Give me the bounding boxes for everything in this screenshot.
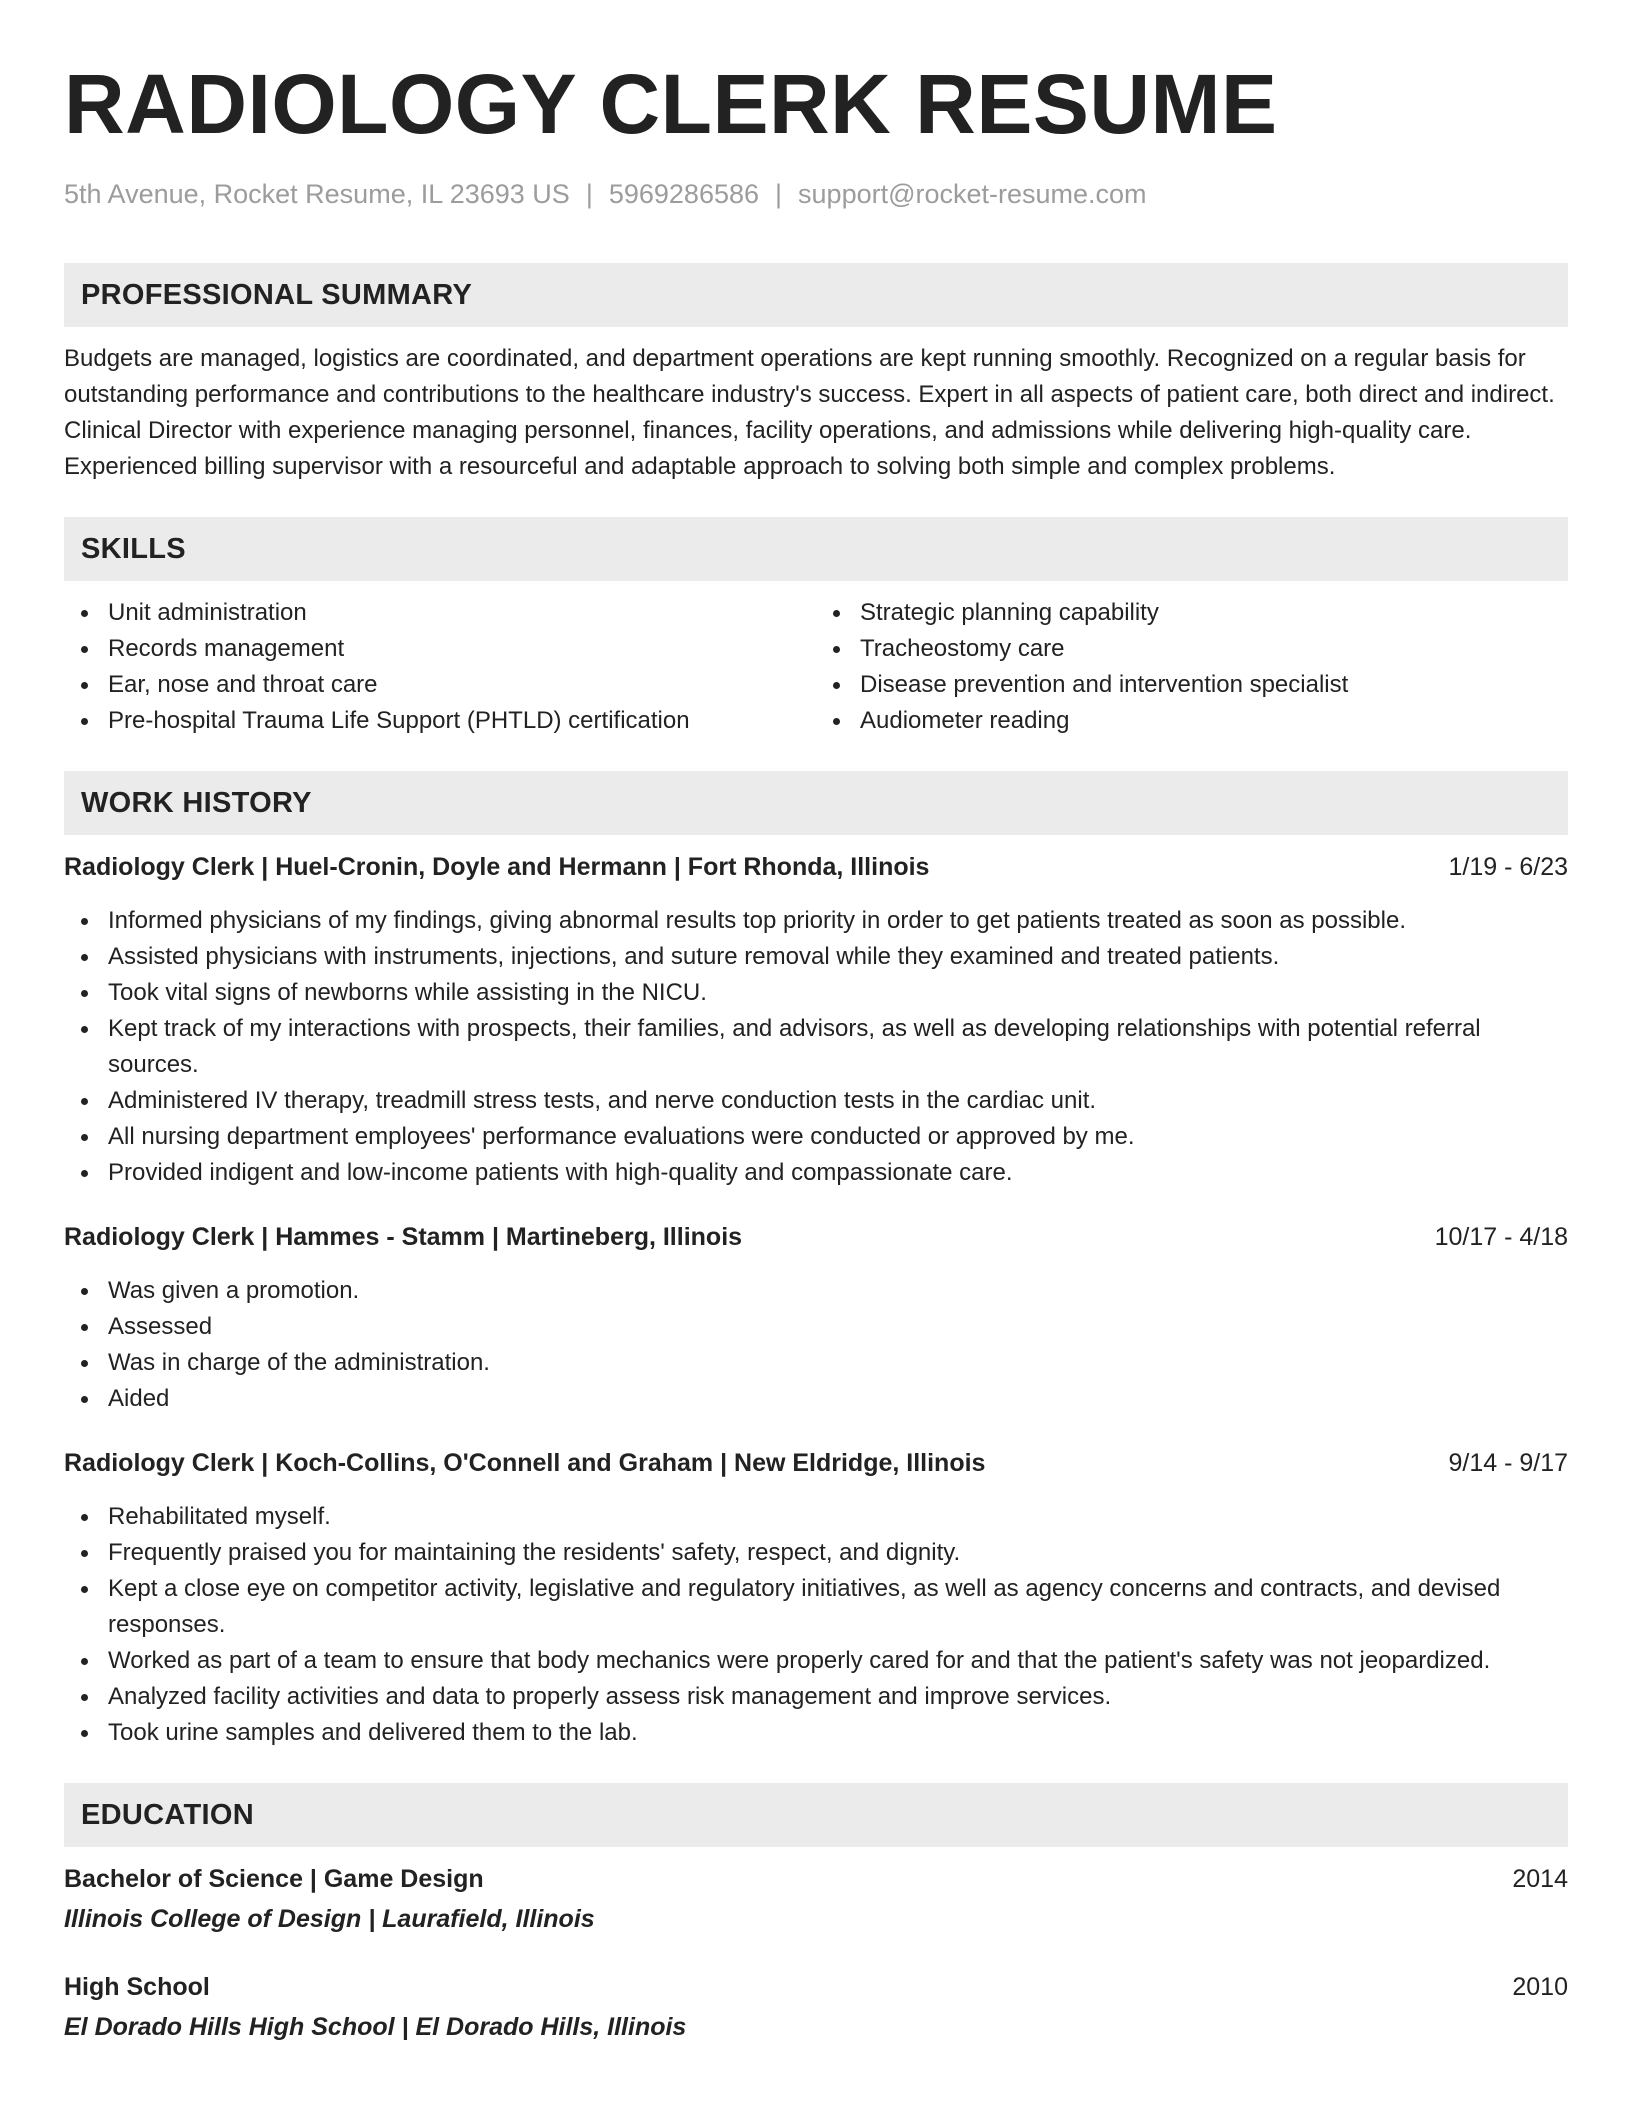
contact-separator: | bbox=[775, 179, 783, 209]
job-bullets bbox=[64, 1499, 1568, 1751]
contact-email: support@rocket-resume.com bbox=[798, 179, 1147, 209]
job-bullet: Was given a promotion. bbox=[64, 1273, 1568, 1309]
job-bullet: Assessed bbox=[64, 1309, 1568, 1345]
job-title: Radiology Clerk | Koch-Collins, O'Connell and Graham | New Eldridge, Illinois bbox=[64, 1449, 986, 1477]
job-dates: 10/17 - 4/18 bbox=[1434, 1223, 1568, 1251]
education-entry bbox=[64, 1969, 1568, 2045]
skill-item: Disease prevention and intervention specialist bbox=[816, 667, 1568, 703]
job-dates: 1/19 - 6/23 bbox=[1448, 853, 1568, 881]
education-entry bbox=[64, 1861, 1568, 1937]
education-header bbox=[64, 1861, 1568, 1897]
skills-list bbox=[64, 595, 1568, 739]
job-bullet: Took urine samples and delivered them to the lab. bbox=[64, 1715, 1568, 1751]
education-school: Illinois College of Design | Laurafield, Illinois bbox=[64, 1905, 595, 1933]
section-header-education: EDUCATION bbox=[64, 1783, 1568, 1847]
education-degree: Bachelor of Science | Game Design bbox=[64, 1865, 484, 1893]
job-header bbox=[64, 1445, 1568, 1481]
skill-item: Audiometer reading bbox=[816, 703, 1568, 739]
skill-item: Pre-hospital Trauma Life Support (PHTLD) certification bbox=[64, 703, 816, 739]
job-bullet: Assisted physicians with instruments, injections, and suture removal while they examined and treated patients. bbox=[64, 939, 1568, 975]
job-bullet: Frequently praised you for maintaining the residents' safety, respect, and dignity. bbox=[64, 1535, 1568, 1571]
skill-item: Strategic planning capability bbox=[816, 595, 1568, 631]
education-school: El Dorado Hills High School | El Dorado Hills, Illinois bbox=[64, 2013, 687, 2041]
job-bullet: Took vital signs of newborns while assisting in the NICU. bbox=[64, 975, 1568, 1011]
job-bullet: Kept track of my interactions with prospects, their families, and advisors, as well as developing relationships with potential referral sources. bbox=[64, 1011, 1568, 1083]
education-year: 2010 bbox=[1512, 1973, 1568, 2001]
education-year: 2014 bbox=[1512, 1865, 1568, 1893]
job-bullet: Was in charge of the administration. bbox=[64, 1345, 1568, 1381]
contact-line bbox=[64, 176, 1568, 212]
job-bullet: Informed physicians of my findings, giving abnormal results top priority in order to get patients treated as soon as possible. bbox=[64, 903, 1568, 939]
job-header bbox=[64, 1219, 1568, 1255]
section-header-skills: SKILLS bbox=[64, 517, 1568, 581]
skills-column-right bbox=[816, 595, 1568, 739]
section-header-summary: PROFESSIONAL SUMMARY bbox=[64, 263, 1568, 327]
skill-item: Ear, nose and throat care bbox=[64, 667, 816, 703]
contact-address: 5th Avenue, Rocket Resume, IL 23693 US bbox=[64, 179, 570, 209]
summary-text: Budgets are managed, logistics are coordinated, and department operations are kept running smoothly. Recognized on a regular basis for outstanding performance and contributions to the healthcare industry's success. Expert in all aspects of patient care, both direct and indirect. Clinical Director with experience managing personnel, finances, facility operations, and admissions while delivering high-quality care. Experienced billing supervisor with a resourceful and adaptable approach to solving both simple and complex problems. bbox=[64, 345, 1555, 480]
job-bullets bbox=[64, 903, 1568, 1191]
job-bullet: All nursing department employees' performance evaluations were conducted or approved by me. bbox=[64, 1119, 1568, 1155]
job-bullet: Worked as part of a team to ensure that body mechanics were properly cared for and that the patient's safety was not jeopardized. bbox=[64, 1643, 1568, 1679]
contact-phone: 5969286586 bbox=[608, 179, 760, 209]
job-entry bbox=[64, 1219, 1568, 1417]
skill-item: Records management bbox=[64, 631, 816, 667]
education-degree: High School bbox=[64, 1973, 210, 2001]
job-bullet: Administered IV therapy, treadmill stress tests, and nerve conduction tests in the cardiac unit. bbox=[64, 1083, 1568, 1119]
job-entry bbox=[64, 1445, 1568, 1751]
job-dates: 9/14 - 9/17 bbox=[1448, 1449, 1568, 1477]
skill-item: Unit administration bbox=[64, 595, 816, 631]
skills-column-left bbox=[64, 595, 816, 739]
job-bullet: Aided bbox=[64, 1381, 1568, 1417]
job-title: Radiology Clerk | Huel-Cronin, Doyle and Hermann | Fort Rhonda, Illinois bbox=[64, 853, 930, 881]
education-header bbox=[64, 1969, 1568, 2005]
section-header-work-history: WORK HISTORY bbox=[64, 771, 1568, 835]
job-bullet: Kept a close eye on competitor activity, legislative and regulatory initiatives, as well as agency concerns and contracts, and devised responses. bbox=[64, 1571, 1568, 1643]
job-bullet: Rehabilitated myself. bbox=[64, 1499, 1568, 1535]
resume-title: RADIOLOGY CLERK RESUME bbox=[64, 57, 1278, 151]
skill-item: Tracheostomy care bbox=[816, 631, 1568, 667]
job-bullet: Provided indigent and low-income patients with high-quality and compassionate care. bbox=[64, 1155, 1568, 1191]
job-bullet: Analyzed facility activities and data to properly assess risk management and improve services. bbox=[64, 1679, 1568, 1715]
job-entry bbox=[64, 849, 1568, 1191]
job-header bbox=[64, 849, 1568, 885]
contact-separator: | bbox=[585, 179, 593, 209]
job-title: Radiology Clerk | Hammes - Stamm | Martineberg, Illinois bbox=[64, 1223, 743, 1251]
job-bullets bbox=[64, 1273, 1568, 1417]
